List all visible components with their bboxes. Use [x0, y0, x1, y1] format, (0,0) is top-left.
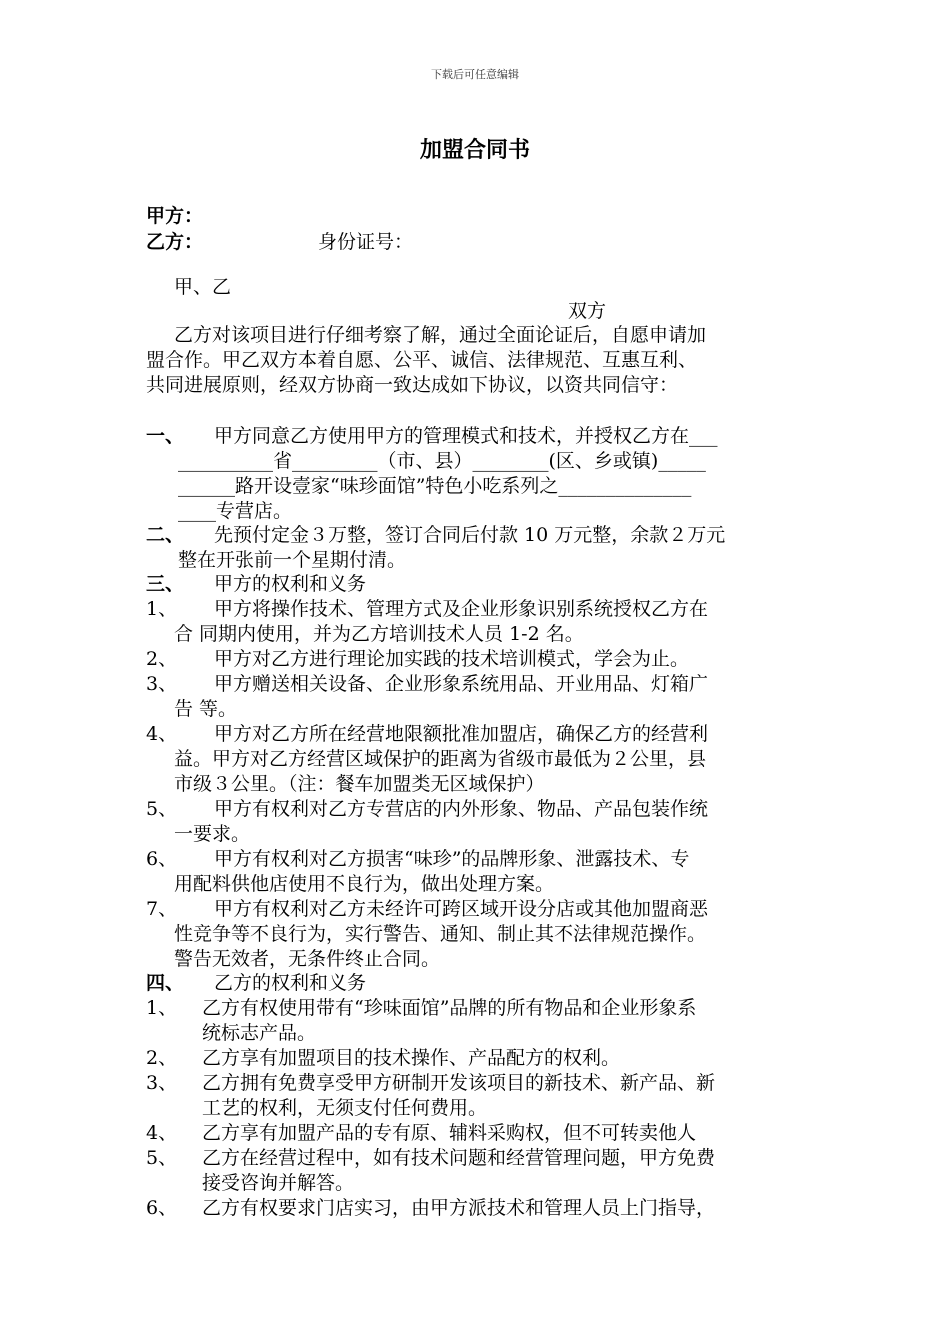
list-item: [146, 672, 826, 722]
item-line: 甲方有权利对乙方损害“味珍”的品牌形象、泄露技术、专: [214, 848, 690, 870]
list-item: [146, 996, 826, 1046]
item-line: 甲方有权利对乙方未经许可跨区域开设分店或其他加盟商恶: [214, 898, 709, 920]
list-item: [146, 1121, 826, 1146]
item-line: 工艺的权利，无须支付任何费用。: [202, 1097, 488, 1119]
list-item: [146, 1071, 826, 1121]
item-line: 甲方有权利对乙方专营店的内外形象、物品、产品包装作统: [214, 798, 709, 820]
clause-line: ____专营店。: [178, 500, 293, 522]
list-item: [146, 797, 826, 847]
item-number: 7、: [146, 898, 178, 920]
clause-line: 整在开张前一个星期付清。: [178, 549, 407, 571]
party-b-label: 乙方：: [146, 231, 204, 253]
item-line: 甲方赠送相关设备、企业形象系统用品、开业用品、灯箱广: [214, 673, 709, 695]
list-item: [146, 1146, 826, 1196]
id-number-label: 身份证号：: [318, 231, 414, 253]
list-item: [146, 722, 826, 797]
item-line: 统标志产品。: [202, 1022, 317, 1044]
item-line: 甲方对乙方所在经营地限额批准加盟店，确保乙方的经营利: [214, 723, 709, 745]
item-number: 5、: [146, 798, 178, 820]
intro-line-2: 双方: [568, 300, 607, 322]
clause-1-number: 一、: [146, 425, 185, 447]
intro-paragraph: [146, 323, 826, 398]
header-note: 下载后可任意编辑: [431, 68, 519, 81]
intro-paragraph-line: 盟合作。甲乙双方本着自愿、公平、诚信、法律规范、互惠互利、: [146, 349, 698, 371]
item-number: 1、: [146, 997, 178, 1019]
item-line: 用配料供他店使用不良行为，做出处理方案。: [174, 873, 555, 895]
list-item: [146, 1046, 826, 1071]
item-line: 合 同期内使用，并为乙方培训技术人员 1-2 名。: [174, 623, 584, 645]
item-line: 乙方有权使用带有“珍味面馆”品牌的所有物品和企业形象系: [202, 997, 697, 1019]
item-line: 市级３公里。（注：餐车加盟类无区域保护）: [174, 773, 545, 795]
item-number: 4、: [146, 723, 178, 745]
item-number: 6、: [146, 1197, 178, 1219]
clause-line: 甲方同意乙方使用甲方的管理模式和技术，并授权乙方在___: [214, 425, 718, 447]
item-number: 2、: [146, 1047, 178, 1069]
list-item: [146, 1196, 826, 1221]
clause-4-number: 四、: [146, 972, 185, 994]
intro-paragraph-line: 共同进展原则，经双方协商一致达成如下协议，以资共同信守：: [146, 374, 679, 396]
intro-line-1: 甲、乙: [174, 276, 232, 298]
clause-3-items: [146, 597, 826, 972]
item-number: 3、: [146, 1072, 178, 1094]
item-number: 6、: [146, 848, 178, 870]
clause-4-heading: 乙方的权利和义务: [214, 972, 367, 994]
document-title: 加盟合同书: [419, 137, 530, 163]
item-line: 甲方将操作技术、管理方式及企业形象识别系统授权乙方在: [214, 598, 709, 620]
clause-1: [146, 424, 826, 524]
item-number: 5、: [146, 1147, 178, 1169]
clause-line: __________省_________（市、县）________(区、乡或镇)_____: [178, 450, 706, 472]
item-line: 接受咨询并解答。: [202, 1172, 355, 1194]
item-line: 乙方在经营过程中，如有技术问题和经营管理问题，甲方免费: [202, 1147, 716, 1169]
item-line: 乙方享有加盟产品的专有原、辅料采购权，但不可转卖他人: [202, 1122, 697, 1144]
clause-2-number: 二、: [146, 524, 185, 546]
list-item: [146, 597, 826, 647]
intro-paragraph-line: 乙方对该项目进行仔细考察了解，通过全面论证后，自愿申请加: [174, 324, 707, 346]
clause-4-items: [146, 996, 826, 1221]
item-line: 一要求。: [174, 823, 251, 845]
clause-2: [146, 523, 826, 573]
party-a-label: 甲方：: [146, 205, 204, 227]
item-number: 1、: [146, 598, 178, 620]
item-line: 告 等。: [174, 698, 238, 720]
clause-3-number: 三、: [146, 573, 185, 595]
list-item: [146, 847, 826, 897]
list-item: [146, 647, 826, 672]
item-line: 甲方对乙方进行理论加实践的技术培训模式，学会为止。: [214, 648, 690, 670]
item-number: 2、: [146, 648, 178, 670]
clause-line: ______路开设壹家“味珍面馆”特色小吃系列之______________: [178, 475, 692, 497]
item-number: 3、: [146, 673, 178, 695]
item-line: 乙方有权要求门店实习，由甲方派技术和管理人员上门指导，: [202, 1197, 716, 1219]
item-number: 4、: [146, 1122, 178, 1144]
item-line: 乙方拥有免费享受甲方研制开发该项目的新技术、新产品、新: [202, 1072, 716, 1094]
item-line: 性竞争等不良行为，实行警告、通知、制止其不法律规范操作。: [174, 923, 707, 945]
clause-line: 先预付定金３万整，签订合同后付款 10 万元整，余款２万元: [214, 524, 726, 546]
list-item: [146, 897, 826, 972]
item-line: 益。甲方对乙方经营区域保护的距离为省级市最低为２公里，县: [174, 748, 707, 770]
clause-3-heading: 甲方的权利和义务: [214, 573, 367, 595]
item-line: 警告无效者，无条件终止合同。: [174, 948, 441, 970]
item-line: 乙方享有加盟项目的技术操作、产品配方的权利。: [202, 1047, 621, 1069]
